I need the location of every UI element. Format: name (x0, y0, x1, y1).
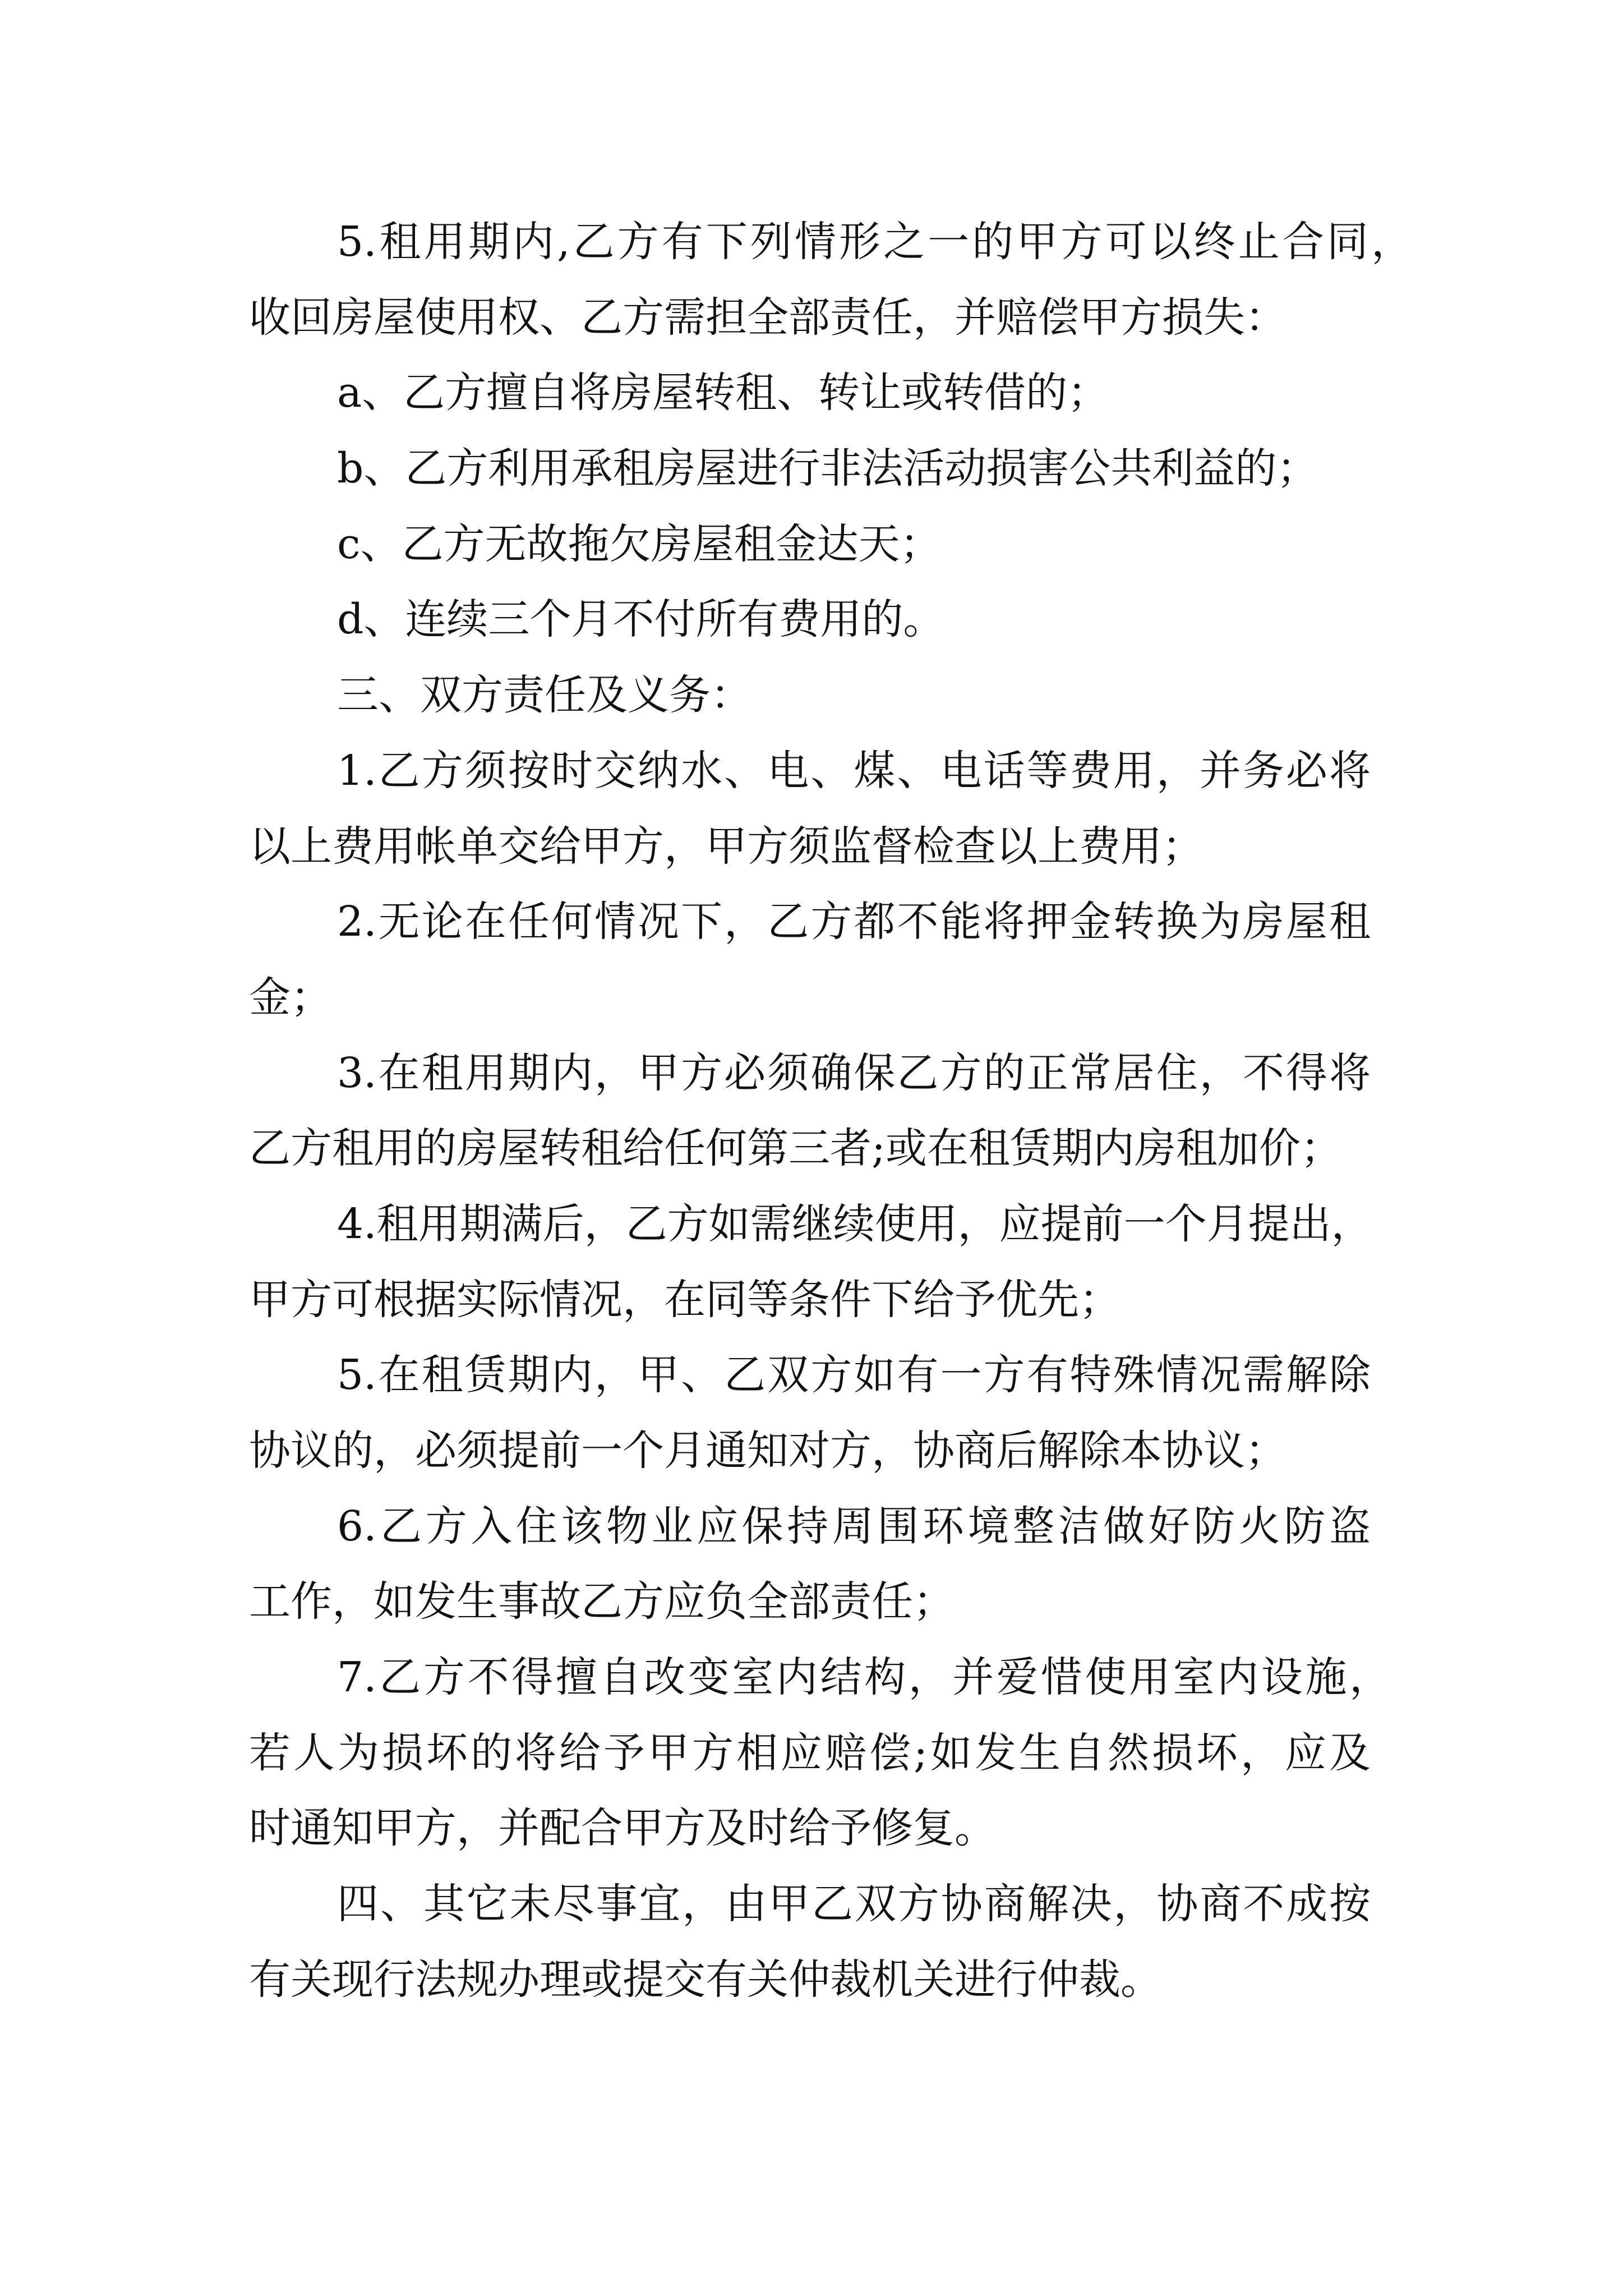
termination-condition-c (249, 507, 1371, 582)
paragraph-line: 甲方可根据实际情况，在同等条件下给予优先； (249, 1275, 1121, 1324)
termination-condition-d (249, 582, 1371, 657)
duty-3-normal-residence (249, 1036, 1371, 1186)
paragraph-line: 时通知甲方，并配合甲方及时给予修复。 (249, 1804, 996, 1853)
paragraph-line: 2.无论在任何情况下，乙方都不能将押金转换为房屋租 (337, 898, 1371, 946)
paragraph-line: 1.乙方须按时交纳水、电、煤、电话等费用，并务必将 (337, 746, 1371, 795)
duty-6-safety (249, 1489, 1371, 1640)
duty-5-early-termination (249, 1337, 1371, 1488)
section-3-heading (249, 657, 1371, 733)
paragraph-line: 金； (249, 973, 332, 1022)
paragraph-line: c、乙方无故拖欠房屋租金达天； (337, 519, 942, 568)
paragraph-line: 6.乙方入住该物业应保持周围环境整洁做好防火防盗 (337, 1502, 1371, 1550)
paragraph-line: 7.乙方不得擅自改变室内结构，并爱惜使用室内设施， (337, 1653, 1391, 1702)
paragraph-line: 协议的，必须提前一个月通知对方，协商后解除本协议； (249, 1427, 1287, 1475)
paragraph-line: 工作，如发生事故乙方应负全部责任； (249, 1577, 955, 1626)
duty-4-renewal (249, 1186, 1371, 1337)
termination-condition-b (249, 431, 1371, 507)
paragraph-line: a、乙方擅自将房屋转租、转让或转借的； (337, 369, 1109, 417)
paragraph-line: 若人为损坏的将给予甲方相应赔偿;如发生自然损坏，应及 (249, 1728, 1371, 1777)
duty-7-structure-repair (249, 1640, 1391, 1866)
paragraph-line: 四、其它未尽事宜，由甲乙双方协商解决，协商不成按 (337, 1880, 1371, 1929)
termination-condition-a (249, 355, 1371, 431)
paragraph-line: 3.在租用期内，甲方必须确保乙方的正常居住，不得将 (337, 1048, 1371, 1097)
paragraph-line: 有关现行法规办理或提交有关仲裁机关进行仲裁。 (249, 1955, 1162, 2004)
paragraph-line: 5.租用期内,乙方有下列情形之一的甲方可以终止合同， (337, 218, 1413, 266)
duty-2-deposit (249, 884, 1371, 1035)
termination-clause (249, 204, 1413, 355)
paragraph-line: 5.在租赁期内，甲、乙双方如有一方有特殊情况需解除 (337, 1351, 1371, 1400)
paragraph-line: 4.租用期满后，乙方如需继续使用，应提前一个月提出， (337, 1199, 1373, 1248)
section-4-other-matters (249, 1866, 1371, 2017)
paragraph-line: 以上费用帐单交给甲方，甲方须监督检查以上费用； (249, 822, 1204, 871)
paragraph-line: 乙方租用的房屋转租给任何第三者;或在租赁期内房租加价； (249, 1124, 1342, 1173)
paragraph-line: 三、双方责任及义务： (337, 671, 752, 720)
paragraph-line: d、连续三个月不付所有费用的。 (337, 595, 945, 644)
paragraph-line: b、乙方利用承租房屋进行非法活动损害公共利益的； (337, 444, 1318, 493)
document-body (249, 204, 1413, 2018)
duty-1-utility-fees (249, 733, 1371, 884)
paragraph-line: 收回房屋使用权、乙方需担全部责任，并赔偿甲方损失： (249, 293, 1287, 342)
